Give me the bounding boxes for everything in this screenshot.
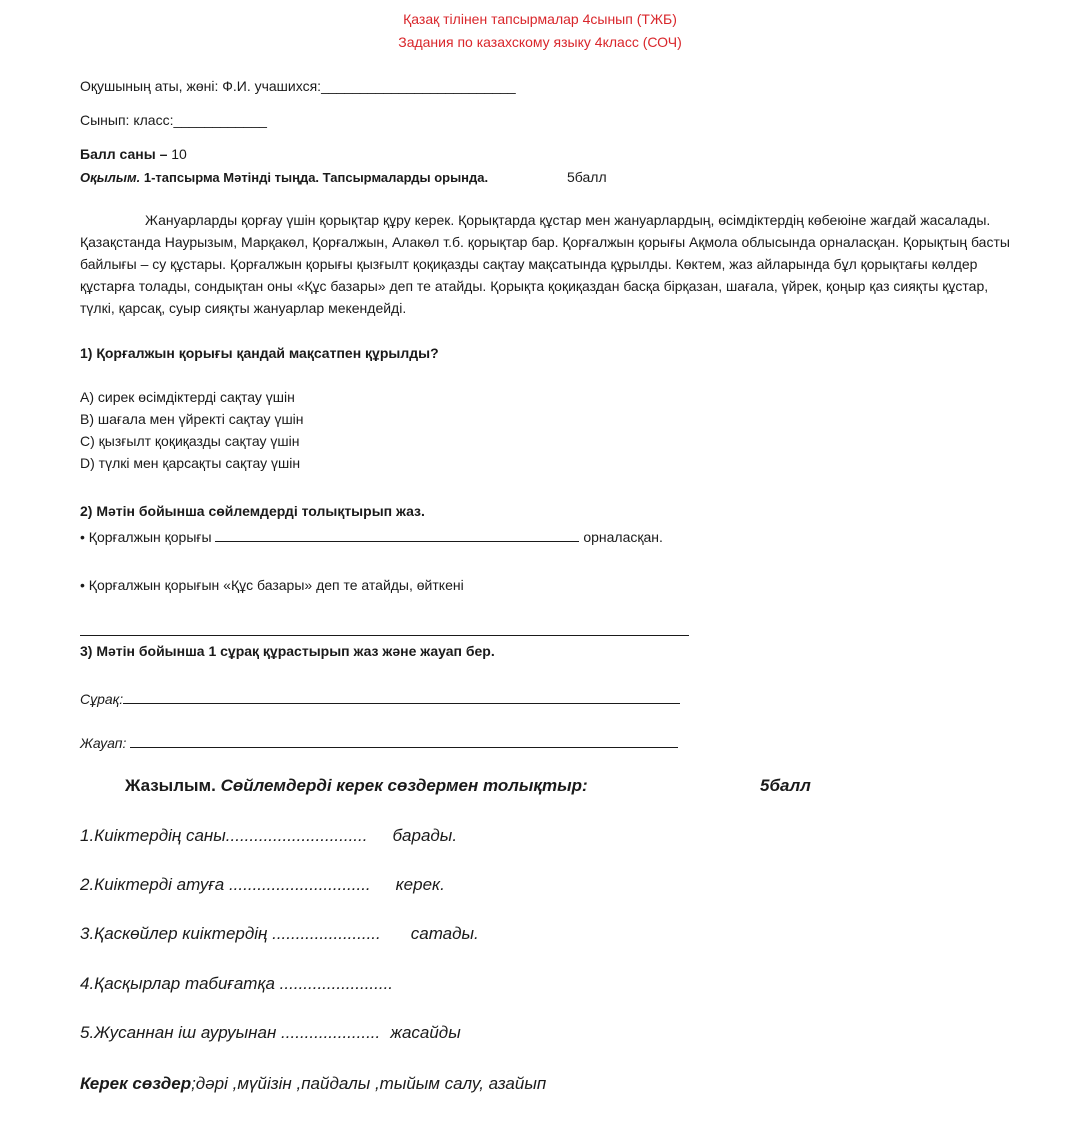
writing-item-5-end: жасайды	[390, 1023, 461, 1042]
writing-points: 5балл	[760, 776, 811, 795]
q3-ask-label: Сұрақ:	[80, 691, 124, 707]
title-russian: Задания по казахскому языку 4класс (СОЧ)	[398, 34, 682, 50]
writing-item-4-start[interactable]: 4.Қасқырлар табиғатқа ........................	[80, 974, 394, 993]
q2-s1-answer-blank[interactable]	[215, 527, 579, 542]
required-words-row	[80, 1074, 546, 1094]
q2-sentence-1	[80, 527, 663, 545]
writing-item-2	[80, 875, 445, 895]
score-value: 10	[171, 146, 187, 162]
class-blank[interactable]: ____________	[173, 112, 267, 128]
q2-sentence-2: • Қорғалжын қорығын «Құс базары» деп те атайды, өйткені	[80, 577, 464, 593]
reading-points: 5балл	[567, 169, 607, 185]
writing-item-2-start[interactable]: 2.Киіктерді атуға ..............................	[80, 875, 371, 894]
score-label: Балл саны –	[80, 146, 168, 162]
reading-passage-text: Жануарларды қорғау үшін қорықтар құру керек. Қорықтарда құстар мен жануарлардың, өсімдіктердің көбеюіне жағдай жасалады. Қазақстанда Наурызым, Марқакөл, Қорғалжын, Алакөл т.б. қорықтар бар. Қорғалжын қорығы Ақмола облысында орналасқан. Қорықтың басты байлығы – су құстары. Қорғалжын қорығы қызғылт қоқиқазды сақтау мақсатында құрылды. Көктем, жаз айларында бұл қорықтағы көлдер құстарға толады, сондықтан оны «Құс базары» деп те атайды. Қорықта қоқиқаздан басқа бірқазан, шағала, үйрек, қоңыр қаз сияқты құстар, түлкі, қарсақ, суыр сияқты жануарлар мекендейді.	[80, 212, 1010, 316]
writing-item-4	[80, 974, 393, 994]
question-1: 1) Қорғалжын қорығы қандай мақсатпен құрылды?	[80, 345, 439, 361]
writing-item-3-end: сатады.	[410, 924, 479, 943]
question-2: 2) Мәтін бойынша сөйлемдерді толықтырып жаз.	[80, 503, 425, 519]
writing-item-1	[80, 826, 457, 846]
q2-s2-answer-line[interactable]	[80, 635, 689, 636]
reading-section-label: Оқылым.	[80, 170, 141, 185]
q3-question-row	[80, 689, 680, 707]
title-kazakh: Қазақ тілінен тапсырмалар 4сынып (ТЖБ)	[403, 11, 677, 27]
student-name-blank[interactable]: _________________________	[321, 78, 516, 94]
writing-task-row	[125, 776, 588, 796]
writing-item-5-start[interactable]: 5.Жусаннан іш ауруынан .....................	[80, 1023, 381, 1042]
writing-item-5	[80, 1023, 461, 1043]
reading-task-text: 1-тапсырма Мәтінді тыңда. Тапсырмаларды орында.	[143, 170, 489, 185]
option-a[interactable]: A) сирек өсімдіктерді сақтау үшін	[80, 389, 295, 405]
writing-item-3-start[interactable]: 3.Қаскөйлер киіктердің .......................	[80, 924, 381, 943]
option-c[interactable]: C) қызғылт қоқиқазды сақтау үшін	[80, 433, 300, 449]
option-d[interactable]: D) түлкі мен қарсақты сақтау үшін	[80, 455, 301, 471]
q3-answer-label: Жауап:	[80, 735, 127, 751]
question-3: 3) Мәтін бойынша 1 сұрақ құрастырып жаз және жауап бер.	[80, 643, 495, 659]
writing-item-3	[80, 924, 479, 944]
q3-answer-blank[interactable]	[130, 733, 678, 748]
student-name-row	[80, 78, 516, 94]
q2-s1-start: • Қорғалжын қорығы	[80, 529, 212, 545]
writing-item-1-end: барады.	[392, 826, 458, 845]
writing-item-2-end: керек.	[395, 875, 445, 894]
class-label: Сынып: класс:	[80, 112, 174, 128]
option-b[interactable]: B) шағала мен үйректі сақтау үшін	[80, 411, 304, 427]
q3-answer-row	[80, 733, 678, 751]
writing-task-text: Сөйлемдерді керек сөздермен толықтыр:	[220, 776, 588, 795]
reading-passage	[80, 209, 1010, 319]
required-words-list: ;дәрі ,мүйізін ,пайдалы ,тыйым салу, азайып	[191, 1074, 547, 1093]
writing-section-label: Жазылым.	[125, 776, 216, 795]
writing-item-1-start[interactable]: 1.Киіктердің саны..............................	[80, 826, 368, 845]
q3-ask-blank[interactable]	[123, 689, 680, 704]
score-row	[80, 146, 187, 162]
q2-s1-end: орналасқан.	[583, 529, 663, 545]
student-name-label: Оқушының аты, жөні: Ф.И. учашихся:	[80, 78, 322, 94]
reading-task-row	[80, 170, 488, 185]
class-row	[80, 112, 267, 128]
required-words-label: Керек сөздер	[80, 1074, 192, 1093]
